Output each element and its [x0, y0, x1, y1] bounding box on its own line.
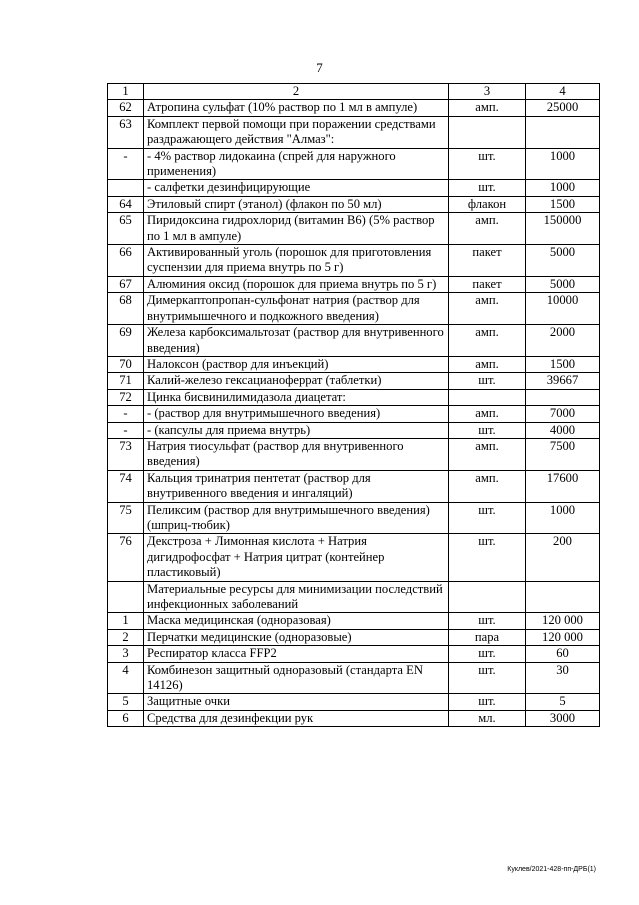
- header-col-3: 3: [449, 84, 526, 100]
- table-row: [108, 196, 600, 212]
- table-row: [108, 422, 600, 438]
- row-unit-cell: флакон: [449, 196, 526, 212]
- resources-table: [107, 83, 600, 727]
- row-name-cell: Пеликсим (раствор для внутримышечного введения) (шприц-тюбик): [144, 502, 449, 534]
- table-row: [108, 373, 600, 389]
- table-row: [108, 710, 600, 726]
- row-unit-cell: пакет: [449, 276, 526, 292]
- row-number-cell: [108, 581, 144, 613]
- row-number-cell: -: [108, 422, 144, 438]
- row-number-cell: 3: [108, 646, 144, 662]
- row-quantity-cell: 60: [526, 646, 600, 662]
- row-name-cell: Калий-железо гексацианоферрат (таблетки): [144, 373, 449, 389]
- row-number-cell: 67: [108, 276, 144, 292]
- row-quantity-cell: 120 000: [526, 629, 600, 645]
- row-name-cell: Декстроза + Лимонная кислота + Натрия дигидрофосфат + Натрия цитрат (контейнер пластиковый): [144, 534, 449, 581]
- row-name-cell: Этиловый спирт (этанол) (флакон по 50 мл): [144, 196, 449, 212]
- row-name-cell: Натрия тиосульфат (раствор для внутривенного введения): [144, 438, 449, 470]
- row-number-cell: -: [108, 406, 144, 422]
- row-name-cell: - (капсулы для приема внутрь): [144, 422, 449, 438]
- row-name-cell: Активированный уголь (порошок для приготовления суспензии для приема внутрь по 5 г): [144, 245, 449, 277]
- table-row: [108, 245, 600, 277]
- page-number: 7: [316, 60, 323, 75]
- row-unit-cell: амп.: [449, 356, 526, 372]
- row-unit-cell: амп.: [449, 470, 526, 502]
- table-row: [108, 502, 600, 534]
- row-unit-cell: пара: [449, 629, 526, 645]
- table-row: [108, 325, 600, 357]
- row-quantity-cell: 150000: [526, 213, 600, 245]
- row-name-cell: - 4% раствор лидокаина (спрей для наружного применения): [144, 148, 449, 180]
- row-quantity-cell: 7500: [526, 438, 600, 470]
- row-unit-cell: амп.: [449, 438, 526, 470]
- row-quantity-cell: 1000: [526, 502, 600, 534]
- row-unit-cell: амп.: [449, 100, 526, 116]
- row-number-cell: 70: [108, 356, 144, 372]
- row-name-cell: Маска медицинская (одноразовая): [144, 613, 449, 629]
- table-row: [108, 180, 600, 196]
- table-row: [108, 438, 600, 470]
- row-quantity-cell: 39667: [526, 373, 600, 389]
- row-name-cell: Железа карбоксимальтозат (раствор для внутривенного введения): [144, 325, 449, 357]
- row-name-cell: Цинка бисвинилимидазола диацетат:: [144, 389, 449, 405]
- row-unit-cell: шт.: [449, 662, 526, 694]
- row-name-cell: Защитные очки: [144, 694, 449, 710]
- row-number-cell: [108, 180, 144, 196]
- row-quantity-cell: 7000: [526, 406, 600, 422]
- row-name-cell: Средства для дезинфекции рук: [144, 710, 449, 726]
- table-row: [108, 148, 600, 180]
- row-number-cell: 64: [108, 196, 144, 212]
- row-number-cell: 72: [108, 389, 144, 405]
- row-quantity-cell: 5000: [526, 276, 600, 292]
- row-number-cell: 65: [108, 213, 144, 245]
- table-row: [108, 116, 600, 148]
- row-quantity-cell: 2000: [526, 325, 600, 357]
- row-number-cell: 62: [108, 100, 144, 116]
- document-code: Куклев/2021-428-пп-ДРБ(1): [507, 866, 596, 873]
- table-row: [108, 389, 600, 405]
- table-row: [108, 293, 600, 325]
- row-number-cell: 63: [108, 116, 144, 148]
- table-row: [108, 646, 600, 662]
- table-row: [108, 694, 600, 710]
- row-number-cell: 4: [108, 662, 144, 694]
- row-unit-cell: [449, 116, 526, 148]
- row-name-cell: Димеркаптопропан-сульфонат натрия (раствор для внутримышечного и подкожного введения): [144, 293, 449, 325]
- table-row: [108, 213, 600, 245]
- table-header-row: [108, 84, 600, 100]
- table-row: [108, 356, 600, 372]
- row-quantity-cell: 200: [526, 534, 600, 581]
- row-name-cell: Перчатки медицинские (одноразовые): [144, 629, 449, 645]
- row-unit-cell: амп.: [449, 213, 526, 245]
- table-row: [108, 662, 600, 694]
- row-number-cell: 5: [108, 694, 144, 710]
- row-number-cell: 6: [108, 710, 144, 726]
- row-number-cell: 2: [108, 629, 144, 645]
- row-number-cell: 68: [108, 293, 144, 325]
- row-unit-cell: амп.: [449, 406, 526, 422]
- row-quantity-cell: 1000: [526, 148, 600, 180]
- row-number-cell: -: [108, 148, 144, 180]
- row-unit-cell: шт.: [449, 148, 526, 180]
- header-col-4: 4: [526, 84, 600, 100]
- header-col-1: 1: [108, 84, 144, 100]
- row-unit-cell: шт.: [449, 534, 526, 581]
- row-quantity-cell: 10000: [526, 293, 600, 325]
- row-name-cell: Комбинезон защитный одноразовый (стандарта EN 14126): [144, 662, 449, 694]
- row-unit-cell: шт.: [449, 646, 526, 662]
- row-quantity-cell: 5: [526, 694, 600, 710]
- row-quantity-cell: [526, 581, 600, 613]
- row-quantity-cell: 120 000: [526, 613, 600, 629]
- row-name-cell: Пиридоксина гидрохлорид (витамин В6) (5% раствор по 1 мл в ампуле): [144, 213, 449, 245]
- row-unit-cell: амп.: [449, 325, 526, 357]
- row-quantity-cell: 1500: [526, 196, 600, 212]
- row-number-cell: 69: [108, 325, 144, 357]
- table-row: [108, 406, 600, 422]
- row-number-cell: 76: [108, 534, 144, 581]
- row-unit-cell: шт.: [449, 613, 526, 629]
- table-row: [108, 470, 600, 502]
- row-unit-cell: пакет: [449, 245, 526, 277]
- row-quantity-cell: 4000: [526, 422, 600, 438]
- row-number-cell: 1: [108, 613, 144, 629]
- row-number-cell: 73: [108, 438, 144, 470]
- row-unit-cell: шт.: [449, 422, 526, 438]
- row-name-cell: Респиратор класса FFP2: [144, 646, 449, 662]
- row-name-cell: Налоксон (раствор для инъекций): [144, 356, 449, 372]
- row-unit-cell: шт.: [449, 502, 526, 534]
- row-unit-cell: мл.: [449, 710, 526, 726]
- row-unit-cell: шт.: [449, 180, 526, 196]
- row-unit-cell: шт.: [449, 373, 526, 389]
- row-number-cell: 75: [108, 502, 144, 534]
- row-number-cell: 74: [108, 470, 144, 502]
- row-quantity-cell: 3000: [526, 710, 600, 726]
- row-name-cell: Атропина сульфат (10% раствор по 1 мл в ампуле): [144, 100, 449, 116]
- table-row: [108, 581, 600, 613]
- row-name-cell: Комплект первой помощи при поражении средствами раздражающего действия "Алмаз":: [144, 116, 449, 148]
- row-quantity-cell: 30: [526, 662, 600, 694]
- row-quantity-cell: 25000: [526, 100, 600, 116]
- table-row: [108, 100, 600, 116]
- row-unit-cell: шт.: [449, 694, 526, 710]
- table-row: [108, 629, 600, 645]
- row-number-cell: 71: [108, 373, 144, 389]
- header-col-2: 2: [144, 84, 449, 100]
- row-name-cell: - (раствор для внутримышечного введения): [144, 406, 449, 422]
- row-quantity-cell: [526, 389, 600, 405]
- row-name-cell: Материальные ресурсы для минимизации последствий инфекционных заболеваний: [144, 581, 449, 613]
- row-quantity-cell: 17600: [526, 470, 600, 502]
- row-unit-cell: [449, 581, 526, 613]
- table-row: [108, 276, 600, 292]
- row-quantity-cell: 1500: [526, 356, 600, 372]
- row-unit-cell: амп.: [449, 293, 526, 325]
- row-quantity-cell: 5000: [526, 245, 600, 277]
- row-quantity-cell: [526, 116, 600, 148]
- row-name-cell: - салфетки дезинфицирующие: [144, 180, 449, 196]
- row-quantity-cell: 1000: [526, 180, 600, 196]
- table-row: [108, 534, 600, 581]
- row-number-cell: 66: [108, 245, 144, 277]
- table-row: [108, 613, 600, 629]
- row-unit-cell: [449, 389, 526, 405]
- row-name-cell: Алюминия оксид (порошок для приема внутрь по 5 г): [144, 276, 449, 292]
- row-name-cell: Кальция тринатрия пентетат (раствор для внутривенного введения и ингаляций): [144, 470, 449, 502]
